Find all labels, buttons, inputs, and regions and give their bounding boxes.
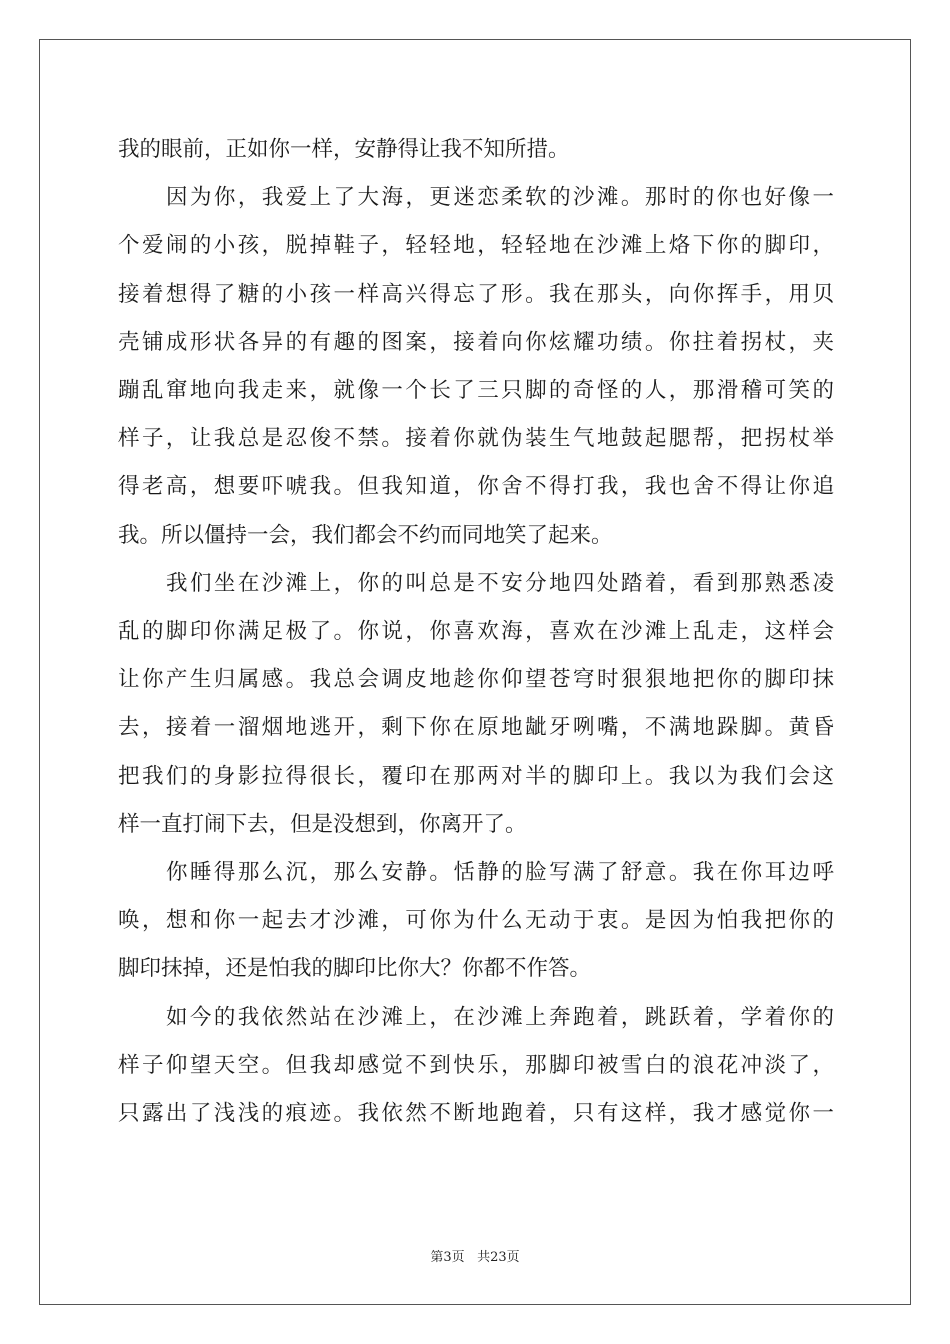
page-number: 第3页: [430, 1250, 465, 1265]
total-pages: 共23页: [477, 1250, 520, 1265]
text-line: 因为你，我爱上了大海，更迷恋柔软的沙滩。那时的你也好像一: [166, 185, 834, 211]
text-line: 我们坐在沙滩上，你的叫总是不安分地四处踏着，看到那熟悉凌: [166, 570, 834, 596]
text-line: 脚印抹掉，还是怕我的脚印比你大？你都不作答。: [118, 956, 592, 982]
text-line: 你睡得那么沉，那么安静。恬静的脸写满了舒意。我在你耳边呼: [166, 860, 834, 885]
text-line: 接着想得了糖的小孩一样高兴得忘了形。我在那头，向你挥手，用贝: [118, 281, 834, 307]
text-line: 个爱闹的小孩，脱掉鞋子，轻轻地，轻轻地在沙滩上烙下你的脚印，: [118, 233, 834, 259]
page-footer: [0, 1246, 950, 1265]
text-line: 得老高，想要吓唬我。但我知道，你舍不得打我，我也舍不得让你追: [118, 474, 834, 500]
text-line: 把我们的身影拉得很长，覆印在那两对半的脚印上。我以为我们会这: [118, 763, 834, 789]
text-line: 样一直打闹下去，但是没想到，你离开了。: [118, 811, 527, 837]
text-line: 我。所以僵持一会，我们都会不约而同地笑了起来。: [118, 522, 613, 548]
text-line: 如今的我依然站在沙滩上，在沙滩上奔跑着，跳跃着，学着你的: [166, 1004, 834, 1030]
text-line: 唤，想和你一起去才沙滩，可你为什么无动于衷。是因为怕我把你的: [118, 908, 834, 934]
text-line: 去，接着一溜烟地逃开，剩下你在原地龇牙咧嘴，不满地跺脚。黄昏: [118, 715, 834, 741]
text-line: 壳铺成形状各异的有趣的图案，接着向你炫耀功绩。你拄着拐杖，夹: [118, 329, 834, 355]
footer-spacer: [465, 1250, 477, 1265]
text-line: 让你产生归属感。我总会调皮地趁你仰望苍穹时狠狠地把你的脚印抹: [118, 667, 834, 693]
text-line: 乱的脚印你满足极了。你说，你喜欢海，喜欢在沙滩上乱走，这样会: [118, 619, 834, 644]
text-line: 样子仰望天空。但我却感觉不到快乐，那脚印被雪白的浪花冲淡了，: [118, 1052, 834, 1078]
text-line: 只露出了浅浅的痕迹。我依然不断地跑着，只有这样，我才感觉你一: [118, 1101, 834, 1126]
text-line: 样子，让我总是忍俊不禁。接着你就伪装生气地鼓起腮帮，把拐杖举: [118, 426, 834, 452]
text-line: 我的眼前，正如你一样，安静得让我不知所措。: [118, 137, 570, 162]
text-line: 蹦乱窜地向我走来，就像一个长了三只脚的奇怪的人，那滑稽可笑的: [118, 378, 834, 403]
